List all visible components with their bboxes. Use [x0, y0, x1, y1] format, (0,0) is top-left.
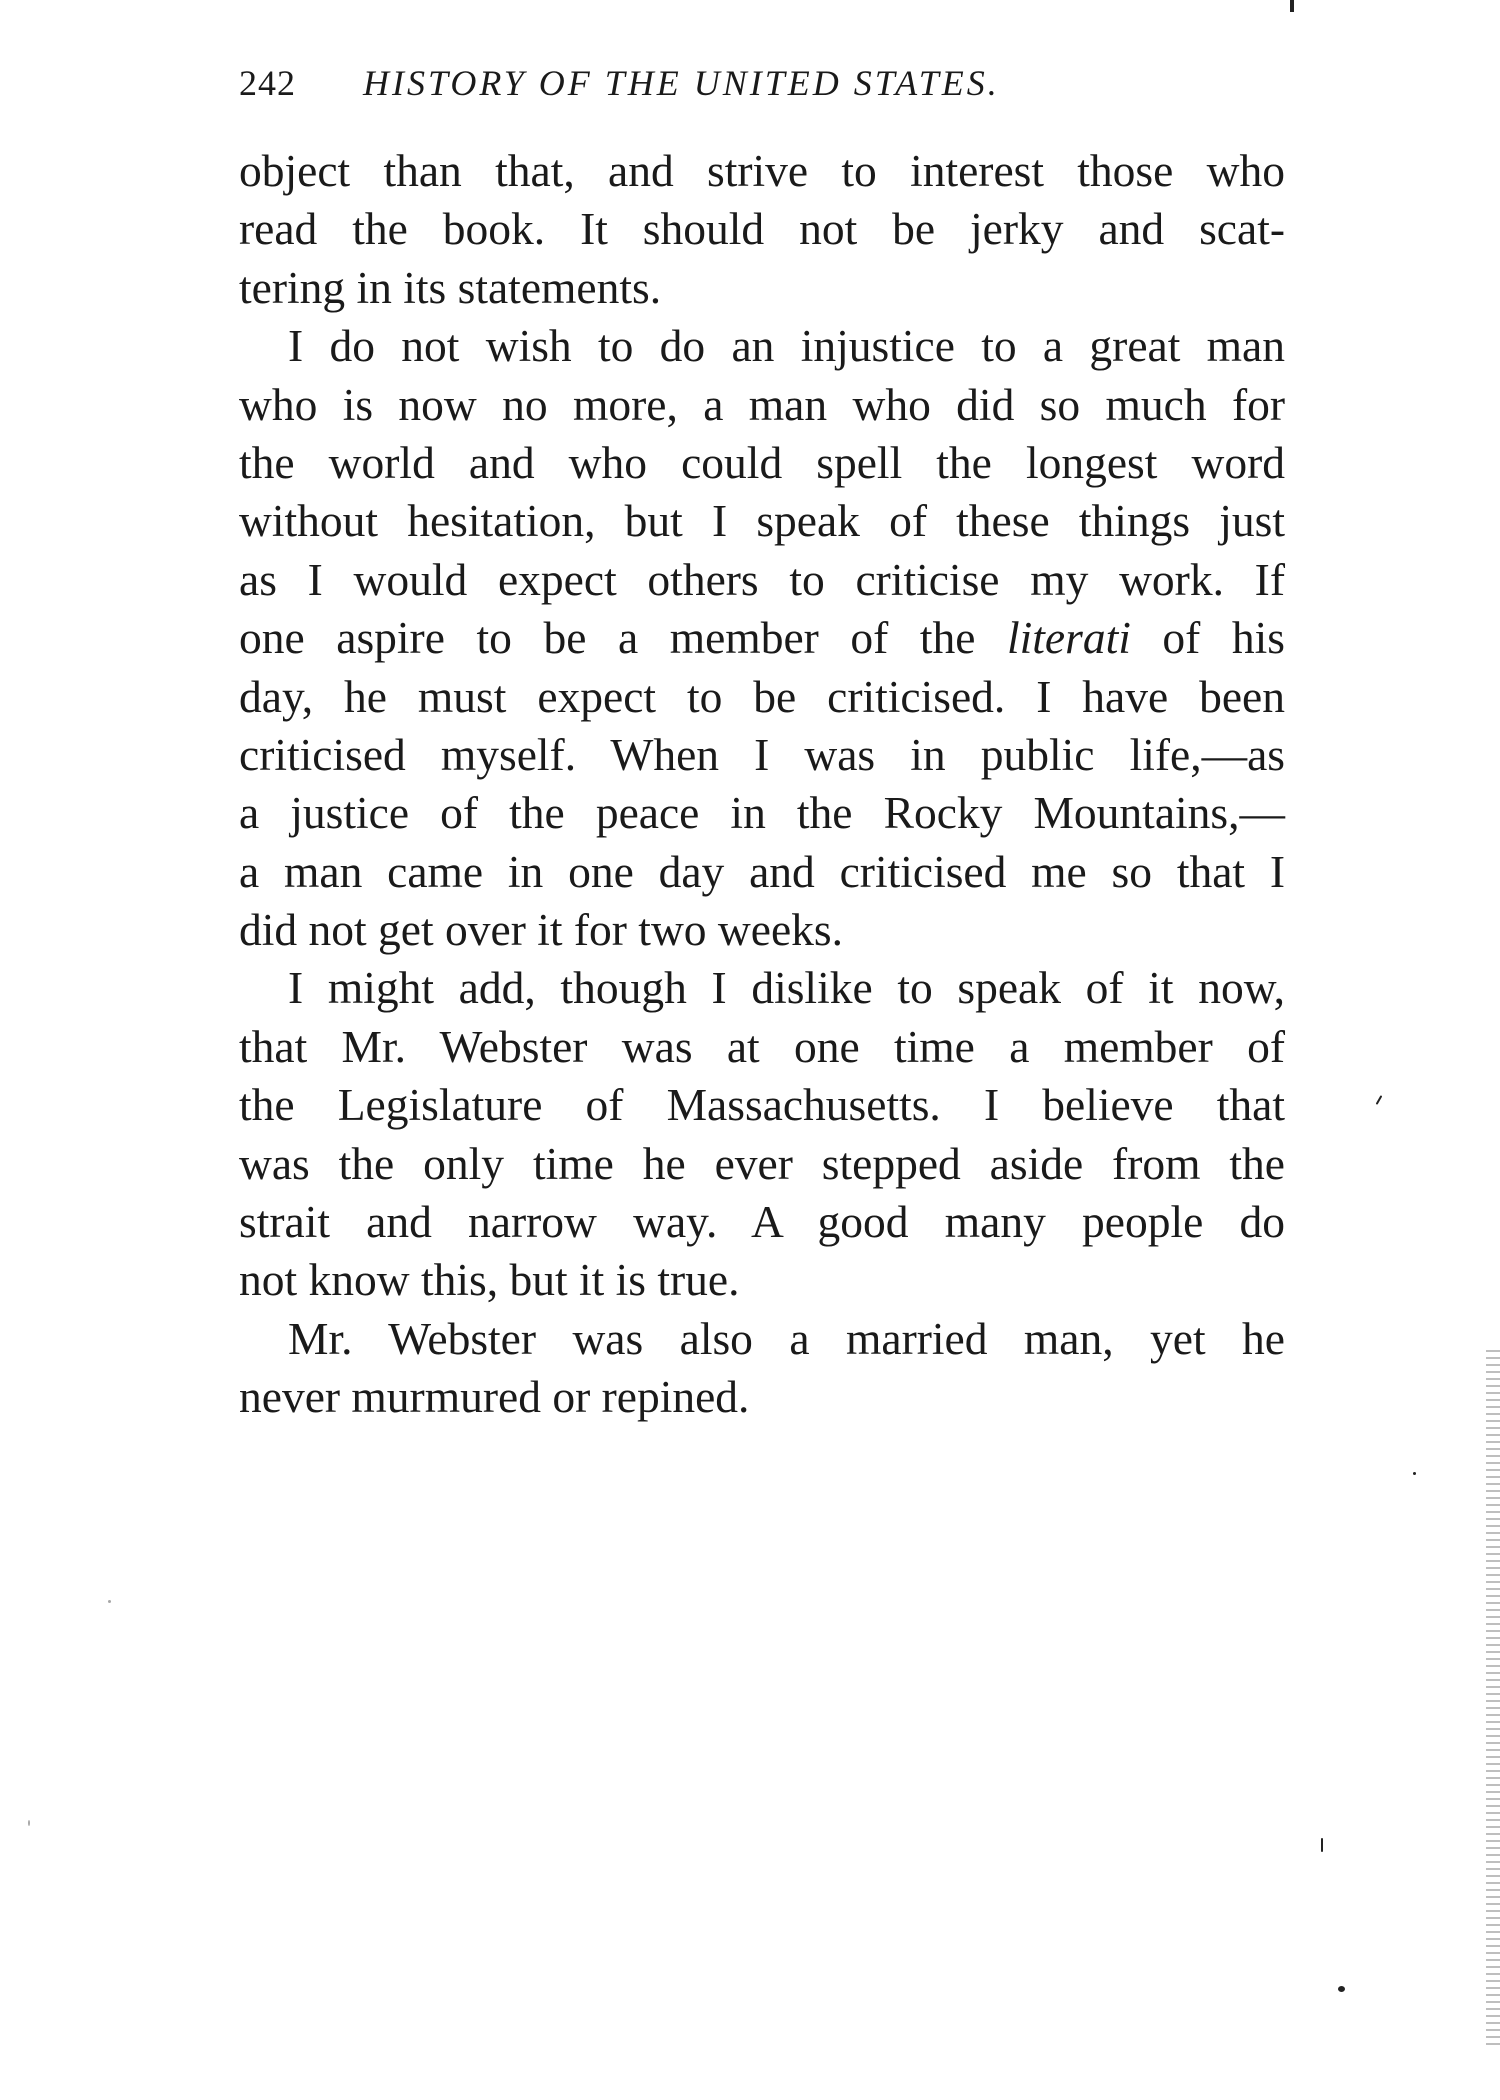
- scan-edge-noise: [1486, 1350, 1500, 2050]
- text-line: the world and who could spell the longest word: [239, 436, 1285, 488]
- text-line: that Mr. Webster was at one time a member of: [239, 1020, 1285, 1072]
- text-line: did not get over it for two weeks.: [239, 904, 844, 956]
- text-line-with-italic: [239, 609, 1285, 667]
- text-line: a justice of the peace in the Rocky Mountains,—: [239, 787, 1285, 839]
- text-line: day, he must expect to be criticised. I have been: [239, 670, 1285, 722]
- running-title: HISTORY OF THE UNITED STATES.: [363, 63, 1000, 103]
- text-line: a man came in one day and criticised me so that I: [239, 845, 1285, 897]
- text-line: as I would expect others to criticise my work. If: [239, 553, 1285, 605]
- scan-speck: [108, 1600, 111, 1603]
- page-number: 242: [239, 63, 296, 103]
- text-line: never murmured or repined.: [239, 1371, 750, 1423]
- text-line: the Legislature of Massachusetts. I believe that: [239, 1079, 1285, 1131]
- body-text: [239, 142, 1285, 1427]
- scan-speck: [1321, 1838, 1323, 1852]
- text-fragment: one aspire to be a member of the: [239, 612, 1007, 664]
- scan-speck: [1413, 1472, 1416, 1475]
- text-line: was the only time he ever stepped aside from the: [239, 1137, 1285, 1189]
- text-line: criticised myself. When I was in public life,—as: [239, 728, 1285, 780]
- text-line: tering in its statements.: [239, 261, 662, 313]
- scan-speck: [28, 1820, 30, 1826]
- text-fragment: of his: [1130, 612, 1285, 664]
- scan-speck: [1338, 1986, 1345, 1992]
- text-line: I might add, though I dislike to speak of it now,: [288, 962, 1285, 1014]
- text-line: not know this, but it is true.: [239, 1254, 740, 1306]
- text-line: Mr. Webster was also a married man, yet he: [288, 1312, 1285, 1364]
- text-line: read the book. It should not be jerky and scat-: [239, 203, 1285, 255]
- scan-mark: [1290, 0, 1294, 12]
- text-line: I do not wish to do an injustice to a great man: [288, 320, 1285, 372]
- text-line: object than that, and strive to interest those who: [239, 145, 1285, 196]
- text-line: strait and narrow way. A good many people do: [239, 1196, 1285, 1248]
- running-head: [239, 58, 1139, 108]
- text-line: who is now no more, a man who did so much for: [239, 378, 1285, 430]
- italic-word: literati: [1007, 612, 1131, 664]
- scan-speck: [1376, 1095, 1383, 1105]
- text-line: without hesitation, but I speak of these things just: [239, 495, 1285, 547]
